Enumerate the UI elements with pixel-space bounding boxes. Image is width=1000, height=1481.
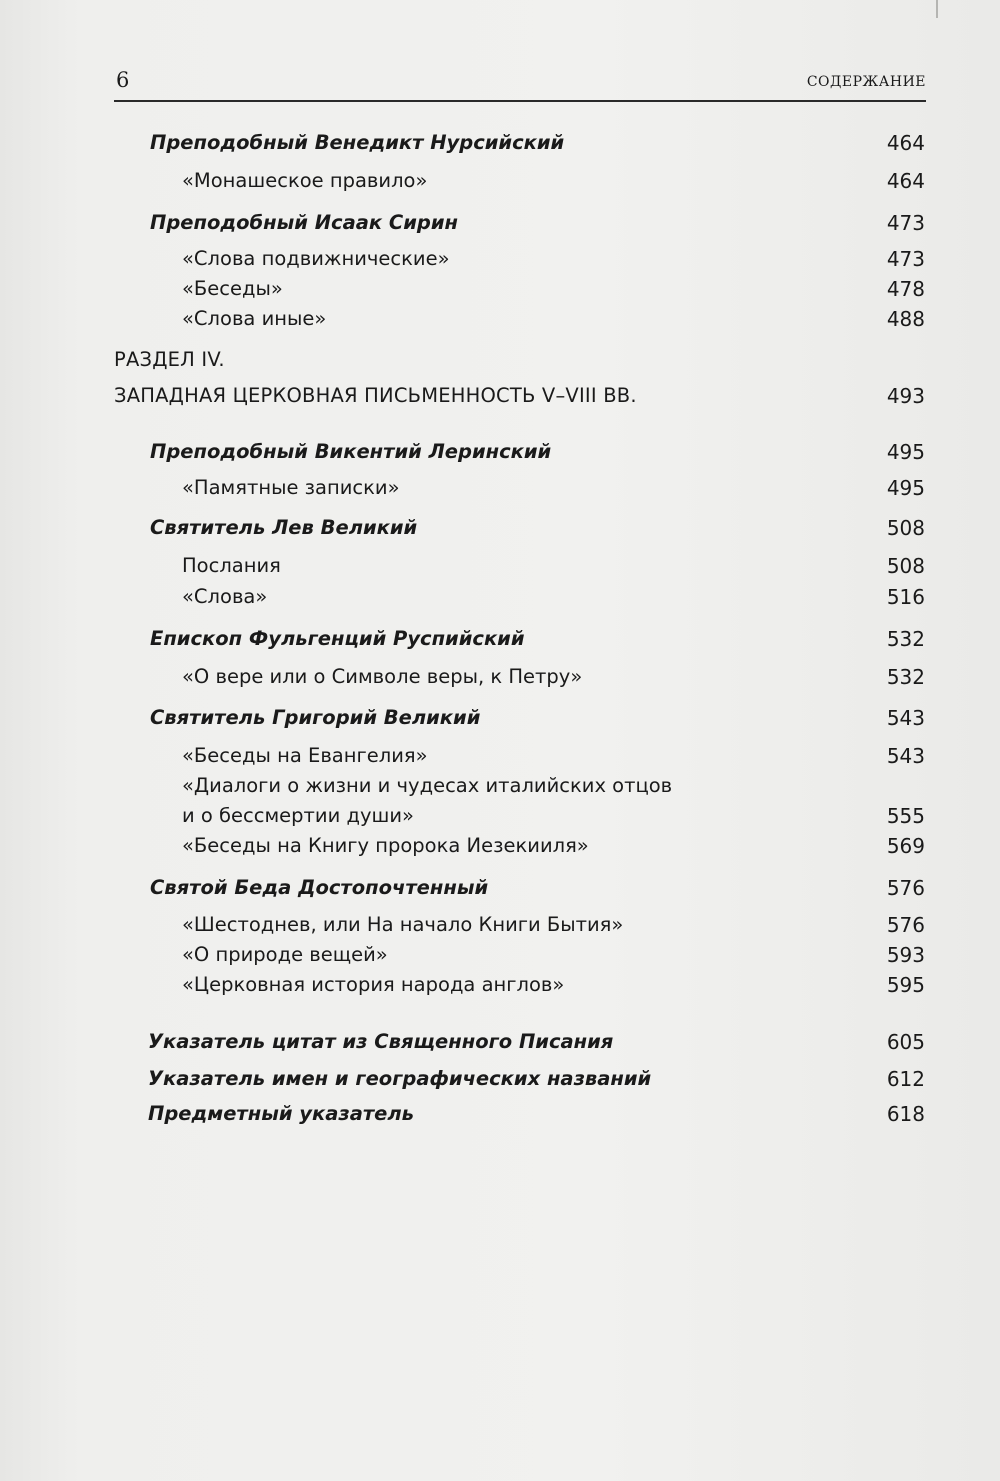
toc-entry-title: «Беседы» (182, 277, 283, 300)
toc-entry-page: 612 (886, 1067, 925, 1091)
toc-entry-title: Святитель Лев Великий (150, 516, 418, 539)
toc-entry-title: «О вере или о Символе веры, к Петру» (182, 665, 583, 688)
toc-entry (0, 551, 1000, 581)
toc-entry (0, 624, 1000, 654)
toc-entry-title: ЗАПАДНАЯ ЦЕРКОВНАЯ ПИСЬМЕННОСТЬ V–VIII ВВ. (114, 384, 637, 407)
toc-entry-page: 576 (886, 876, 925, 900)
toc-entry-page: 464 (886, 169, 925, 193)
toc-section-heading (0, 345, 1000, 375)
toc-entry-title: «Памятные записки» (182, 476, 400, 499)
toc-entry (0, 741, 1000, 771)
toc-entry (0, 662, 1000, 692)
toc-entry-page: 478 (886, 277, 925, 301)
toc-entry (0, 128, 1000, 158)
toc-entry-page: 618 (886, 1102, 925, 1126)
toc-entry (0, 274, 1000, 304)
toc-entry (0, 304, 1000, 334)
toc-entry-page: 605 (886, 1030, 925, 1054)
toc-entry-page: 495 (886, 476, 925, 500)
toc-entry (0, 831, 1000, 861)
toc-entry-page: 576 (886, 913, 925, 937)
toc-entry-page: 495 (886, 440, 925, 464)
toc-entry (0, 1064, 1000, 1094)
toc-entry-title: «Слова» (182, 585, 268, 608)
toc-entry (0, 970, 1000, 1000)
toc-entry-title: «О природе вещей» (182, 943, 388, 966)
toc-entry-page: 508 (886, 554, 925, 578)
toc-entry-page: 532 (886, 627, 925, 651)
toc-entry-title: Преподобный Исаак Сирин (150, 211, 458, 234)
toc-entry (0, 940, 1000, 970)
toc-entry (0, 1099, 1000, 1129)
toc-entry-title: Святой Беда Достопочтенный (150, 876, 489, 899)
page-number: 6 (116, 68, 130, 92)
toc-entry (0, 473, 1000, 503)
toc-entry-title: Преподобный Венедикт Нурсийский (150, 131, 565, 154)
toc-entry-title: Епископ Фульгенций Руспийский (150, 627, 525, 650)
toc-entry-page: 543 (886, 706, 925, 730)
toc-entry-page: 464 (886, 131, 925, 155)
toc-entry-page: 473 (886, 247, 925, 271)
toc-section-heading (0, 381, 1000, 411)
toc-entry (0, 244, 1000, 274)
toc-entry-title: «Шестоднев, или На начало Книги Бытия» (182, 913, 624, 936)
toc-entry (0, 703, 1000, 733)
toc-entry-page: 555 (886, 804, 925, 828)
toc-entry-title: Указатель имен и географических названий (148, 1067, 652, 1090)
toc-entry (0, 910, 1000, 940)
toc-entry-title: РАЗДЕЛ IV. (114, 348, 225, 371)
toc-entry-title: «Беседы на Книгу пророка Иезекииля» (182, 834, 589, 857)
toc-entry-title: «Церковная история народа англов» (182, 973, 565, 996)
toc-entry (0, 771, 1000, 801)
toc-entry-title: Указатель цитат из Священного Писания (148, 1030, 614, 1053)
toc-entry-title: Послания (182, 554, 281, 577)
toc-entry-title: и о бессмертии души» (182, 804, 414, 827)
toc-entry (0, 1027, 1000, 1057)
toc-entry (0, 166, 1000, 196)
toc-entry-page: 543 (886, 744, 925, 768)
toc-entry-page: 508 (886, 516, 925, 540)
toc-entry-page: 569 (886, 834, 925, 858)
running-head: СОДЕРЖАНИЕ (806, 74, 926, 90)
toc-entry-title: «Монашеское правило» (182, 169, 428, 192)
toc-entry-title: «Слова подвижнические» (182, 247, 450, 270)
toc-entry-page: 516 (886, 585, 925, 609)
toc-entry-page: 473 (886, 211, 925, 235)
toc-entry (0, 801, 1000, 831)
toc-entry (0, 873, 1000, 903)
toc-entry-title: «Слова иные» (182, 307, 327, 330)
toc-entry (0, 513, 1000, 543)
toc-entry (0, 437, 1000, 467)
toc-entry-title: Святитель Григорий Великий (150, 706, 481, 729)
toc-entry-page: 493 (886, 384, 925, 408)
toc-entry-title: Предметный указатель (148, 1102, 415, 1125)
toc-entry (0, 208, 1000, 238)
toc-entry-page: 488 (886, 307, 925, 331)
toc-entry-title: «Беседы на Евангелия» (182, 744, 428, 767)
page-header (114, 66, 926, 102)
toc-entry-page: 532 (886, 665, 925, 689)
toc-entry-page: 595 (886, 973, 925, 997)
toc-entry-title: «Диалоги о жизни и чудесах италийских отцов (182, 774, 673, 797)
page-edge-mark (936, 0, 938, 18)
toc-entry (0, 582, 1000, 612)
toc-entry-page: 593 (886, 943, 925, 967)
toc-entry-title: Преподобный Викентий Леринский (150, 440, 552, 463)
